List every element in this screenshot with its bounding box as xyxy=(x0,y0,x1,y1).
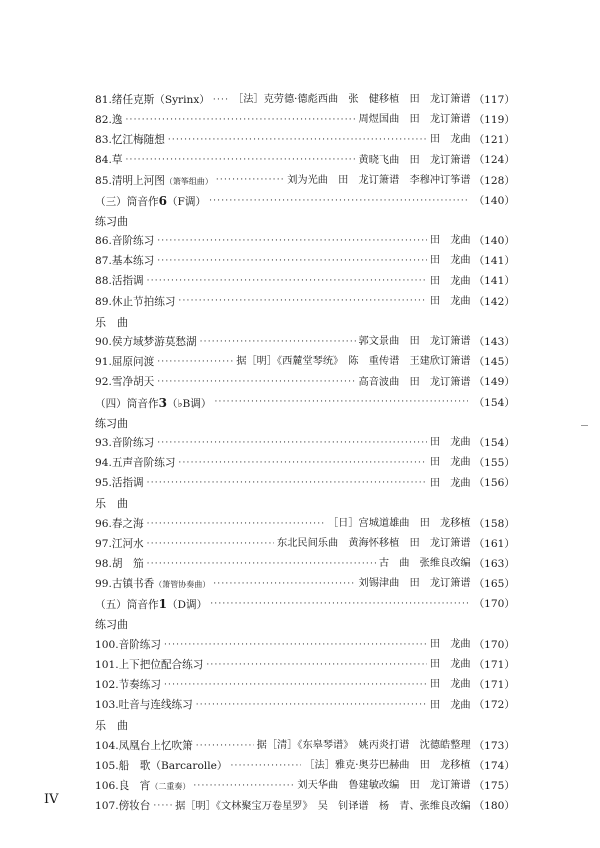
leader-dots xyxy=(147,479,427,488)
entry-title xyxy=(95,397,212,410)
entry-title-text: 95.活指调 xyxy=(95,477,144,490)
entry-credits: 田 龙曲 xyxy=(429,295,471,307)
entry-title-text: 85.清明上河图 xyxy=(95,174,165,187)
leader-dots xyxy=(196,742,254,751)
entry-credits: 田 龙曲 xyxy=(429,659,471,671)
entry-title xyxy=(95,640,161,651)
entry-page: （140） xyxy=(473,235,515,248)
entry-title xyxy=(95,115,122,126)
entry-title-text: 98.胡 笳 xyxy=(95,558,144,571)
entry-title-text: 107.傍妆台 xyxy=(95,800,151,813)
heading-label: 练习曲 xyxy=(95,416,128,430)
toc-entry[interactable] xyxy=(95,474,515,494)
toc-entry[interactable] xyxy=(95,776,515,796)
entry-title xyxy=(95,519,144,530)
leader-dots xyxy=(157,378,355,387)
toc-entry[interactable] xyxy=(95,90,515,110)
entry-title xyxy=(95,256,154,267)
entry-credits: 据［清］《东皋琴谱》 姚丙炎打谱 沈德皓整理 xyxy=(256,739,471,751)
heading-label: 乐 曲 xyxy=(95,719,128,733)
leader-dots xyxy=(157,358,233,367)
toc-entry[interactable] xyxy=(95,756,515,776)
toc-entry[interactable] xyxy=(95,352,515,372)
entry-title xyxy=(95,700,193,711)
entry-title xyxy=(95,559,144,570)
entry-credits: 田 龙曲 xyxy=(429,275,471,287)
leader-dots xyxy=(157,257,427,266)
section-tone-number: 3 xyxy=(158,395,167,410)
toc-entry[interactable] xyxy=(95,635,515,655)
leader-dots xyxy=(157,237,427,246)
leader-dots xyxy=(210,600,467,609)
section-title-prefix: （三）筒音作 xyxy=(95,195,159,208)
entry-page: （143） xyxy=(473,336,515,349)
entry-title-text: 89.休止节拍练习 xyxy=(95,295,176,308)
entry-credits: 田 龙曲 xyxy=(429,235,471,247)
entry-credits: 高音波曲 田 龙订箫谱 xyxy=(358,376,471,388)
entry-page: （175） xyxy=(473,780,515,793)
section-tone-number: 1 xyxy=(158,597,167,612)
toc-heading xyxy=(95,413,515,433)
entry-page: （140） xyxy=(473,194,515,207)
toc-heading xyxy=(95,716,515,736)
toc-entry[interactable] xyxy=(95,151,515,171)
entry-title-text: 99.古镇书香 xyxy=(95,578,155,591)
leader-dots xyxy=(178,297,426,306)
entry-credits: 刘天华曲 鲁建敏改编 田 龙订箫谱 xyxy=(297,780,471,792)
leader-dots xyxy=(230,762,301,771)
entry-credits: 古 曲 张维良改编 xyxy=(378,558,471,570)
entry-title-text: 97.江河水 xyxy=(95,537,144,550)
toc-entry[interactable] xyxy=(95,130,515,150)
entry-title xyxy=(95,377,154,388)
entry-page: （124） xyxy=(473,154,515,167)
leader-dots xyxy=(153,802,172,811)
leader-dots xyxy=(125,116,355,125)
entry-page: （154） xyxy=(473,436,515,449)
toc-entry[interactable] xyxy=(95,554,515,574)
toc-heading xyxy=(95,312,515,332)
entry-credits: 田 龙曲 xyxy=(429,699,471,711)
leader-dots xyxy=(178,459,426,468)
entry-title-text: 90.侯方域梦游莫愁湖 xyxy=(95,336,197,349)
leader-dots xyxy=(215,398,468,407)
toc-entry[interactable] xyxy=(95,373,515,393)
entry-title xyxy=(95,579,210,590)
entry-title-text: 83.忆江梅随想 xyxy=(95,134,165,147)
entry-credits: 据［明］《文林聚宝万卷星罗》 吴 钊译谱 杨 青、张维良改编 xyxy=(175,800,471,812)
entry-title xyxy=(95,135,165,146)
entry-page: （141） xyxy=(473,255,515,268)
entry-credits: 田 龙曲 xyxy=(429,437,471,449)
entry-credits: 周煜国曲 田 龙订箫谱 xyxy=(358,114,471,126)
entry-credits: 郭文景曲 田 龙订箫谱 xyxy=(358,336,471,348)
entry-page: （141） xyxy=(473,275,515,288)
entry-credits: 田 龙曲 xyxy=(429,639,471,651)
toc-entry[interactable] xyxy=(95,575,515,595)
entry-page: （173） xyxy=(473,739,515,752)
entry-page: （119） xyxy=(473,113,515,126)
entry-credits: 田 龙曲 xyxy=(429,679,471,691)
entry-page: （156） xyxy=(473,477,515,490)
entry-note: （二重奏） xyxy=(150,782,191,792)
entry-title xyxy=(95,458,175,469)
toc-heading xyxy=(95,615,515,635)
entry-title-text: 92.雪净胡天 xyxy=(95,376,155,389)
leader-dots xyxy=(125,156,355,165)
entry-title-text: 86.音阶练习 xyxy=(95,235,155,248)
entry-note: （箫筝组曲） xyxy=(164,176,213,186)
entry-page: （117） xyxy=(473,93,515,106)
entry-credits: 东北民间乐曲 黄海怀移植 田 龙订箫谱 xyxy=(277,538,471,550)
toc-entry[interactable] xyxy=(95,655,515,675)
entry-page: （121） xyxy=(473,134,515,147)
heading-label: 练习曲 xyxy=(95,618,128,632)
leader-dots xyxy=(213,96,230,105)
toc-entry[interactable] xyxy=(95,252,515,272)
entry-title-text: 84.草 xyxy=(95,154,123,167)
entry-credits: 田 龙曲 xyxy=(429,255,471,267)
leader-dots xyxy=(168,136,427,145)
entry-credits: 黄晓飞曲 田 龙订箫谱 xyxy=(358,154,471,166)
toc-entry[interactable] xyxy=(95,110,515,130)
entry-credits: 刘为光曲 田 龙订箫谱 李穆冲订筝谱 xyxy=(287,174,471,186)
page-number: IV xyxy=(44,792,59,807)
entry-title-text: 104.凤凰台上忆吹箫 xyxy=(95,739,193,752)
entry-title-text: 94.五声音阶练习 xyxy=(95,457,176,470)
leader-dots xyxy=(213,580,355,589)
entry-title-text: 93.音阶练习 xyxy=(95,436,155,449)
entry-title xyxy=(95,236,154,247)
entry-page: （165） xyxy=(473,578,515,591)
toc-section[interactable] xyxy=(95,595,515,615)
leader-dots xyxy=(193,782,294,791)
entry-title-text: 102.节奏练习 xyxy=(95,679,161,692)
entry-page: （142） xyxy=(473,295,515,308)
entry-title xyxy=(95,95,210,106)
toc-entry[interactable] xyxy=(95,171,515,191)
entry-title xyxy=(95,741,193,752)
section-title-prefix: （五）筒音作 xyxy=(95,599,159,612)
entry-title xyxy=(95,195,206,208)
entry-title xyxy=(95,337,197,348)
entry-title-text: 100.音阶练习 xyxy=(95,638,161,651)
entry-credits: 田 龙曲 xyxy=(429,477,471,489)
section-key: （D调） xyxy=(166,599,208,612)
entry-page: （171） xyxy=(473,659,515,672)
entry-page: （154） xyxy=(473,396,515,409)
entry-credits: 据［明］《西麓堂琴统》 陈 重传谱 王建欣订箫谱 xyxy=(236,356,471,368)
leader-dots xyxy=(157,439,427,448)
toc-entry[interactable] xyxy=(95,231,515,251)
entry-page: （174） xyxy=(473,759,515,772)
leader-dots xyxy=(200,338,356,347)
section-tone-number: 6 xyxy=(158,193,167,208)
entry-title-text: 105.船 歌（Barcarolle） xyxy=(95,759,228,772)
entry-title xyxy=(95,176,213,187)
entry-page: （128） xyxy=(473,174,515,187)
leader-dots xyxy=(196,701,427,710)
section-key: （F调） xyxy=(166,195,207,208)
section-title-prefix: （四）筒音作 xyxy=(95,397,159,410)
entry-title xyxy=(95,276,144,287)
section-key: （♭B调） xyxy=(166,397,212,410)
leader-dots xyxy=(147,560,376,569)
entry-page: （161） xyxy=(473,537,515,550)
entry-credits: 田 龙曲 xyxy=(429,457,471,469)
entry-title xyxy=(95,438,154,449)
entry-title xyxy=(95,598,207,611)
entry-page: （145） xyxy=(473,356,515,369)
toc-heading xyxy=(95,494,515,514)
entry-page: （163） xyxy=(473,558,515,571)
entry-title xyxy=(95,155,122,166)
entry-title-text: 96.春之海 xyxy=(95,517,144,530)
entry-note: （箫管协奏曲） xyxy=(154,580,211,590)
entry-title-text: 81.绪任克斯（Syrinx） xyxy=(95,93,210,106)
heading-label: 乐 曲 xyxy=(95,497,128,511)
toc-heading xyxy=(95,211,515,231)
entry-page: （170） xyxy=(473,598,515,611)
toc-entry[interactable] xyxy=(95,675,515,695)
leader-dots xyxy=(147,540,274,549)
entry-title xyxy=(95,781,190,792)
entry-credits: 田 龙曲 xyxy=(429,134,471,146)
table-of-contents xyxy=(95,90,515,817)
entry-page: （172） xyxy=(473,699,515,712)
entry-title-text: 106.良 宵 xyxy=(95,780,151,793)
heading-label: 乐 曲 xyxy=(95,315,128,329)
toc-entry[interactable] xyxy=(95,797,515,817)
toc-entry[interactable] xyxy=(95,272,515,292)
entry-title xyxy=(95,357,154,368)
entry-title xyxy=(95,680,161,691)
toc-entry[interactable] xyxy=(95,736,515,756)
entry-credits: 刘锡津曲 田 龙订箫谱 xyxy=(358,578,471,590)
entry-title-text: 91.屈原问渡 xyxy=(95,356,155,369)
entry-credits: ［日］宫城道雄曲 田 龙移植 xyxy=(327,517,471,529)
heading-label: 练习曲 xyxy=(95,214,128,228)
entry-title xyxy=(95,660,203,671)
entry-title xyxy=(95,478,144,489)
toc-section[interactable] xyxy=(95,191,515,211)
toc-entry[interactable] xyxy=(95,453,515,473)
entry-title-text: 103.吐音与连线练习 xyxy=(95,699,193,712)
entry-title-text: 101.上下把位配合练习 xyxy=(95,659,204,672)
entry-page: （155） xyxy=(473,457,515,470)
entry-page: （149） xyxy=(473,376,515,389)
entry-title-text: 88.活指调 xyxy=(95,275,144,288)
toc-entry[interactable] xyxy=(95,514,515,534)
entry-title xyxy=(95,539,144,550)
entry-page: （180） xyxy=(473,800,515,813)
leader-dots xyxy=(164,681,427,690)
toc-entry[interactable] xyxy=(95,696,515,716)
margin-mark xyxy=(581,425,588,426)
leader-dots xyxy=(164,641,427,650)
entry-title-text: 87.基本练习 xyxy=(95,255,155,268)
entry-credits: ［法］雅克·奥芬巴赫曲 田 龙移植 xyxy=(304,760,471,772)
toc-entry[interactable] xyxy=(95,534,515,554)
leader-dots xyxy=(147,520,325,529)
entry-credits: ［法］克劳德·德彪西曲 张 健移植 田 龙订箫谱 xyxy=(233,93,471,105)
leader-dots xyxy=(206,661,426,670)
entry-page: （158） xyxy=(473,517,515,530)
entry-title xyxy=(95,297,175,308)
entry-page: （171） xyxy=(473,679,515,692)
leader-dots xyxy=(147,277,427,286)
toc-entry[interactable] xyxy=(95,332,515,352)
entry-title xyxy=(95,801,150,812)
toc-entry[interactable] xyxy=(95,433,515,453)
toc-entry[interactable] xyxy=(95,292,515,312)
entry-page: （170） xyxy=(473,638,515,651)
entry-title-text: 82.逸 xyxy=(95,113,123,126)
toc-section[interactable] xyxy=(95,393,515,413)
entry-title xyxy=(95,761,227,772)
leader-dots xyxy=(209,197,468,206)
leader-dots xyxy=(216,176,284,185)
